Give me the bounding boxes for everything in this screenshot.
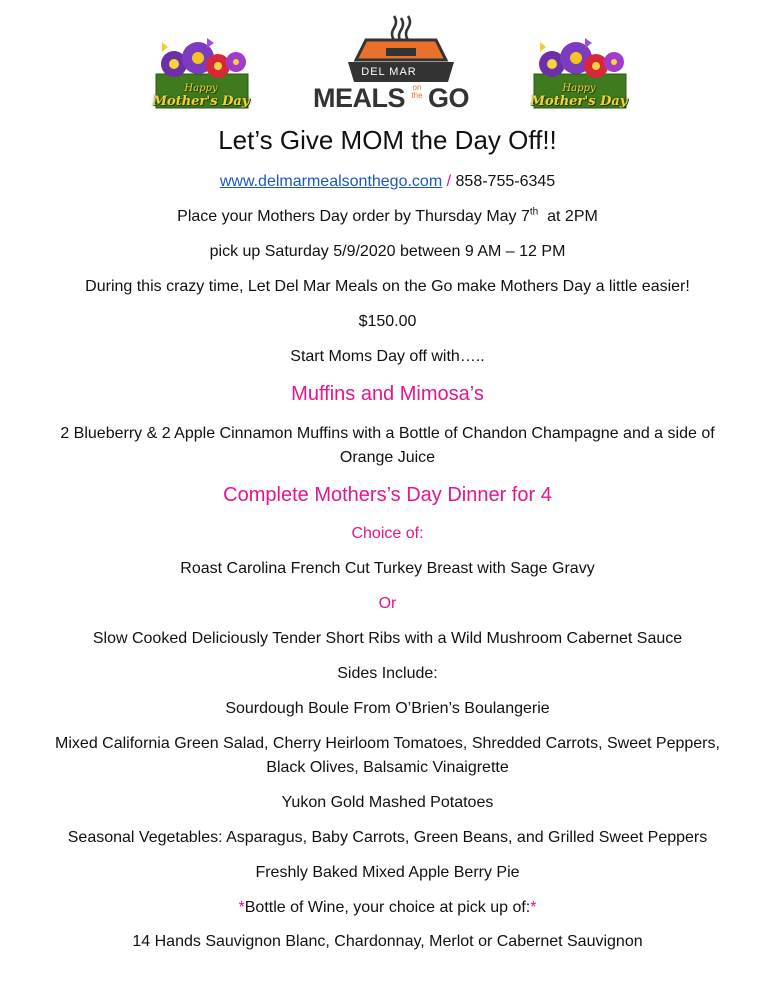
logo-brand-text: DEL MAR: [361, 66, 417, 78]
logo-go-text: GO: [428, 83, 470, 113]
logo-meals-text: MEALS: [313, 83, 405, 113]
order-deadline-text: Place your Mothers Day order by Thursday May 7: [177, 208, 530, 225]
phone-number: 858-755-6345: [455, 173, 556, 190]
dinner-heading: Complete Mothers’s Day Dinner for 4: [223, 484, 552, 506]
side-potatoes: Yukon Gold Mashed Potatoes: [281, 794, 494, 811]
wine-label: Bottle of Wine, your choice at pick up of:: [244, 899, 531, 916]
price: $150.00: [358, 313, 417, 330]
header: [0, 0, 775, 115]
order-deadline-sup: th: [529, 206, 539, 218]
order-deadline: [20, 205, 755, 228]
wine-label-line: [20, 896, 755, 919]
breakfast-description-line1: 2 Blueberry & 2 Apple Cinnamon Muffins with a Bottle of Chandon Champagne and a side of: [60, 425, 715, 442]
side-salad-line1: Mixed California Green Salad, Cherry Heirloom Tomatoes, Shredded Carrots, Sweet Peppers,: [55, 735, 720, 752]
order-deadline-time: at 2PM: [547, 208, 598, 225]
contact-separator: /: [446, 173, 452, 190]
wine-options: 14 Hands Sauvignon Blanc, Chardonnay, Merlot or Cabernet Sauvignon: [132, 933, 643, 950]
page-title: Let’s Give MOM the Day Off!!: [218, 125, 557, 155]
website-link[interactable]: www.delmarmealsonthego.com: [219, 173, 443, 190]
sides-label: Sides Include:: [337, 665, 438, 682]
choice-label: Choice of:: [351, 525, 424, 542]
breakfast-description-line2: Orange Juice: [339, 449, 436, 466]
wine-asterisk-right: *: [530, 899, 537, 916]
breakfast-heading: Muffins and Mimosa’s: [291, 383, 484, 405]
entree-option-turkey: Roast Carolina French Cut Turkey Breast with Sage Gravy: [180, 560, 595, 577]
logo-the-text: the: [411, 91, 423, 100]
badge-mothers-day-text: Mother's Day: [530, 94, 628, 109]
mothers-day-badge-left: [152, 36, 250, 110]
side-pie: Freshly Baked Mixed Apple Berry Pie: [255, 864, 520, 881]
logo-on-the-text: [410, 84, 424, 100]
wine-asterisk-left: *: [238, 899, 245, 916]
or-separator: Or: [378, 595, 397, 612]
badge-happy-text: Happy: [184, 83, 218, 94]
mothers-day-badge-right: [530, 36, 628, 110]
entree-option-short-ribs: Slow Cooked Deliciously Tender Short Ribs with a Wild Mushroom Cabernet Sauce: [92, 630, 683, 647]
badge-happy-text: Happy: [562, 83, 596, 94]
contact-line: [20, 170, 755, 193]
side-vegetables: Seasonal Vegetables: Asparagus, Baby Carrots, Green Beans, and Grilled Sweet Peppers: [67, 829, 708, 846]
side-sourdough: Sourdough Boule From O’Brien’s Boulangerie: [225, 700, 550, 717]
start-text: Start Moms Day off with…..: [290, 348, 485, 365]
intro-text: During this crazy time, Let Del Mar Meals on the Go make Mothers Day a little easier!: [85, 278, 690, 295]
side-salad-line2: Black Olives, Balsamic Vinaigrette: [266, 759, 509, 776]
logo-on-text: on: [412, 83, 422, 92]
pickup-info: pick up Saturday 5/9/2020 between 9 AM – 12 PM: [209, 243, 566, 260]
badge-mothers-day-text: Mother's Day: [152, 94, 250, 109]
